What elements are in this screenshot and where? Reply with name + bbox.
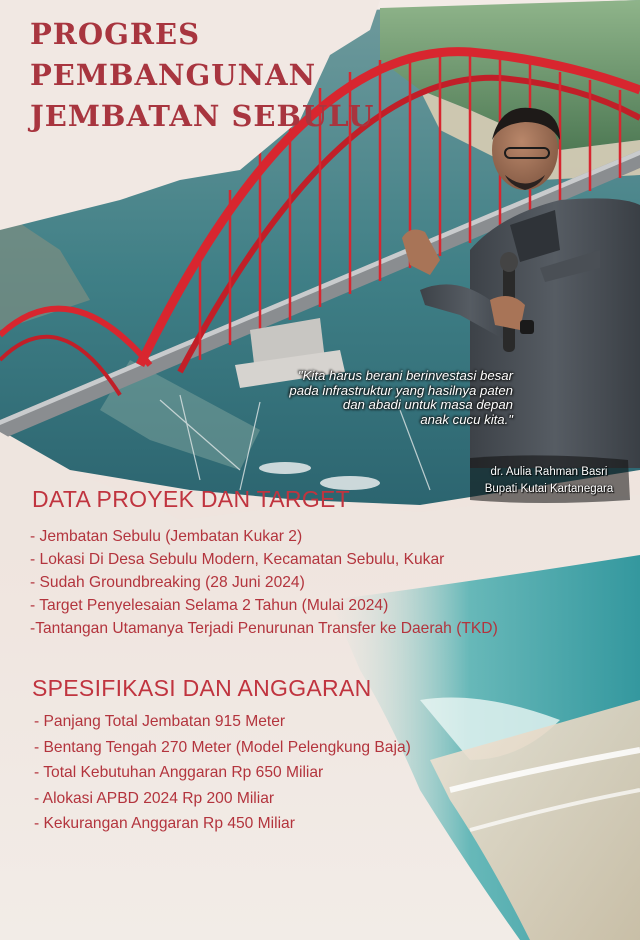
- list-item: - Total Kebutuhan Anggaran Rp 650 Miliar: [34, 764, 324, 781]
- list-item: -Tantangan Utamanya Terjadi Penurunan Transfer ke Daerah (TKD): [30, 620, 498, 637]
- quote-line: anak cucu kita.": [420, 411, 513, 427]
- list-item: - Alokasi APBD 2024 Rp 200 Miliar: [34, 789, 275, 807]
- spesifikasi-list: [34, 709, 411, 837]
- list-item: - Jembatan Sebulu (Jembatan Kukar 2): [30, 528, 303, 545]
- speaker-caption: [474, 464, 624, 498]
- title-line: PEMBANGUNAN: [30, 58, 317, 92]
- title-line: PROGRES: [30, 17, 201, 51]
- spesifikasi-heading: SPESIFIKASI DAN ANGGARAN: [32, 675, 372, 701]
- quote-line: "Kita harus berani berinvestasi besar: [297, 368, 513, 383]
- title-line: JEMBATAN SEBULU: [30, 99, 375, 133]
- poster-title: [30, 14, 374, 137]
- speaker-name: dr. Aulia Rahman Basri: [490, 466, 608, 478]
- list-item: - Panjang Total Jembatan 915 Meter: [34, 713, 286, 730]
- list-item: - Kekurangan Anggaran Rp 450 Miliar: [34, 815, 295, 832]
- data-proyek-list: [30, 525, 498, 640]
- list-item: - Bentang Tengah 270 Meter (Model Pelengkung Baja): [34, 738, 411, 756]
- speaker-role: Bupati Kutai Kartanegara: [484, 483, 614, 495]
- data-proyek-heading: DATA PROYEK DAN TARGET: [32, 486, 351, 512]
- quote-line: pada infrastruktur yang hasilnya paten: [289, 382, 513, 398]
- list-item: - Sudah Groundbreaking (28 Juni 2024): [30, 574, 305, 591]
- list-item: - Lokasi Di Desa Sebulu Modern, Kecamatan Sebulu, Kukar: [30, 551, 445, 568]
- list-item: - Target Penyelesaian Selama 2 Tahun (Mulai 2024): [30, 597, 389, 614]
- quote-line: dan abadi untuk masa depan: [342, 397, 513, 413]
- speaker-quote: [225, 369, 513, 427]
